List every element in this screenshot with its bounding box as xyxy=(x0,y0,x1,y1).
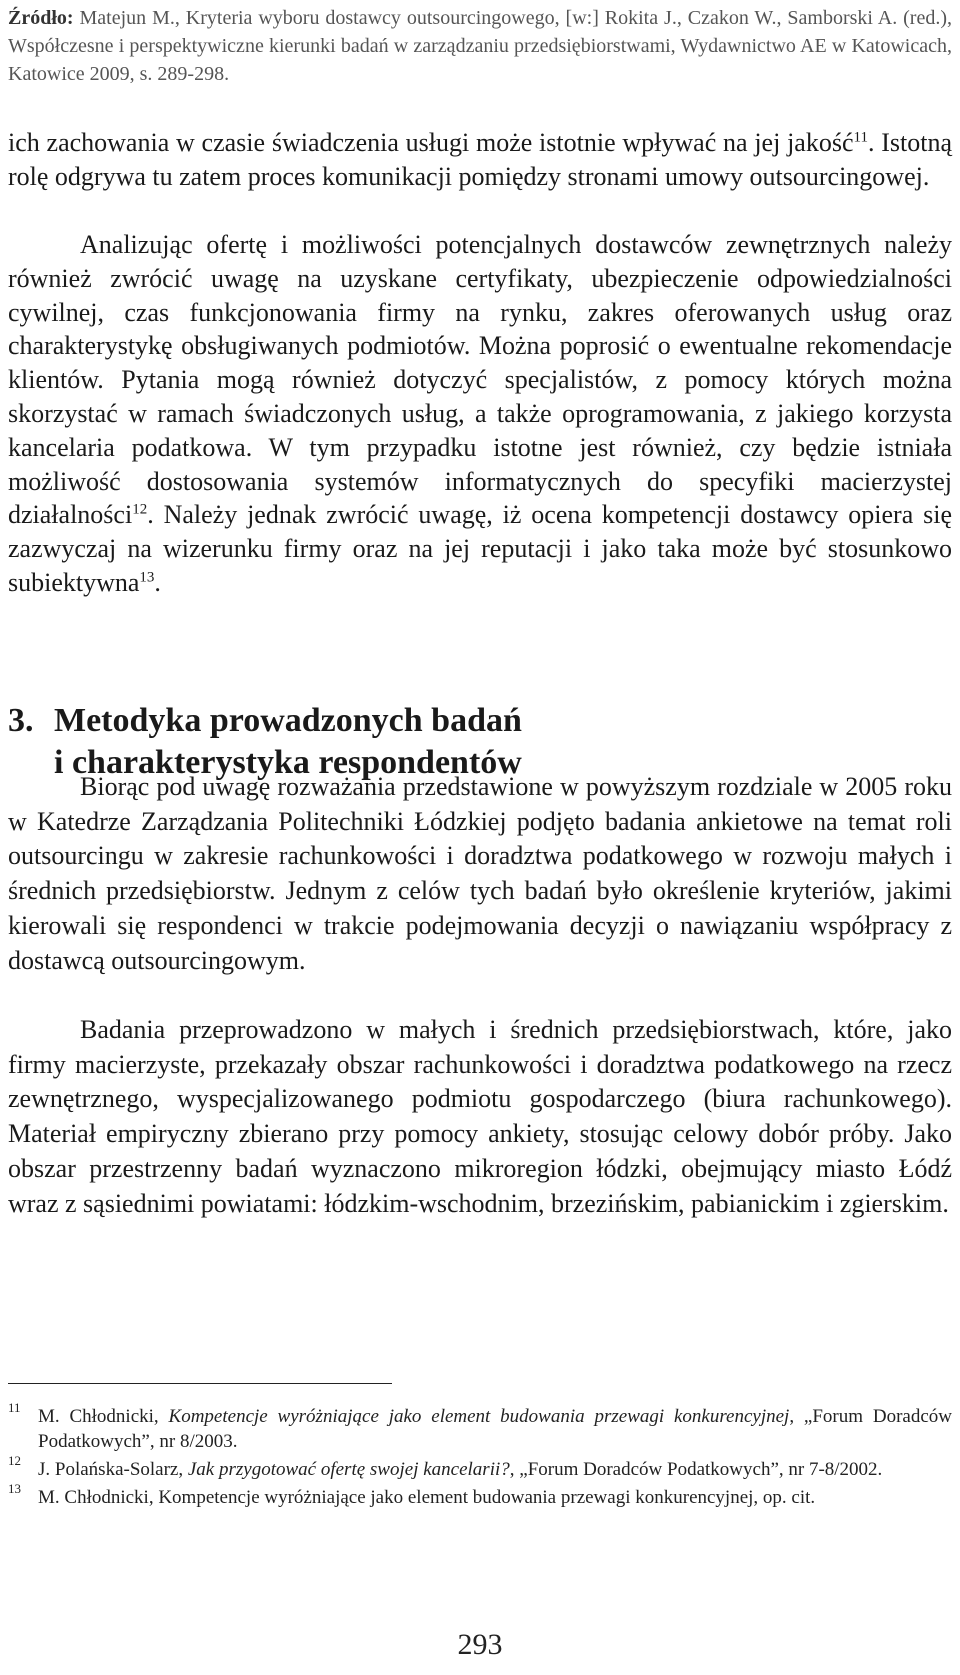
paragraph-2-text-a: Analizując ofertę i możliwości potencjalnych dostawców zewnętrznych należy również zwrócić uwagę na uzyskane certyfikaty, ubezpieczenie odpowiedzialności cywilnej, czas funkcjonowania firmy na rynku, zakres oferowanych usług oraz charakterystykę obsługiwanych podmiotów. Można poprosić o ewentualne rekomendacje klientów. Pytania mogą również dotyczyć specjalistów, z pomocy których można skorzystać w ramach świadczonych usług, a także oprogramowania, z jakiego korzysta kancelaria podatkowa. W tym przypadku istotne jest również, czy będzie istniała możliwość dostosowania systemów informatycznych do specyfiki macierzystej działalności xyxy=(8,230,952,530)
paragraph-2-text-c: . xyxy=(154,567,161,597)
section-title-line-2: i charakterystyka respondentów xyxy=(54,744,522,781)
footnotes xyxy=(8,1400,952,1513)
footnote-author: M. Chłodnicki, xyxy=(38,1406,159,1427)
paragraph-1-text-b: . Istotną rolę odgrywa tu zatem proces komunikacji pomiędzy stronami umowy outsourcingowej. xyxy=(8,128,953,191)
footnote-mark: 13 xyxy=(8,1481,21,1496)
paragraph-2-text-b: . Należy jednak zwrócić uwagę, iż ocena kompetencji dostawcy opiera się zazwyczaj na wizerunku firmy oraz na jej reputacji i jako taka może być stosunkowo subiektywna xyxy=(8,500,952,597)
paragraph-3: Biorąc pod uwagę rozważania przedstawione w powyższym rozdziale w 2005 roku w Katedrze Zarządzania Politechniki Łódzkiej podjęto badania ankietowe na temat roli outsourcingu w zakresie rachunkowości i doradztwa podatkowego w rozwoju małych i średnich przedsiębiorstw. Jednym z celów tych badań było określenie kryteriów, jakimi kierowali się respondenci w trakcie podejmowania decyzji o nawiązaniu współpracy z dostawcą outsourcingowym. xyxy=(8,772,952,975)
source-label: Źródło: xyxy=(8,7,74,29)
page-number: 293 xyxy=(457,1628,503,1661)
footnote-12 xyxy=(8,1453,952,1482)
section-number: 3. xyxy=(8,702,34,739)
footnote-title: Kompetencje wyróżniające jako element budowania przewagi konkurencyjnej xyxy=(168,1406,790,1427)
footnote-rest: M. Chłodnicki, Kompetencje wyróżniające jako element budowania przewagi konkurencyjnej, op. cit. xyxy=(38,1487,816,1508)
paragraph-1-text-a: ich zachowania w czasie świadczenia usługi może istotnie wpływać na jej jakość xyxy=(8,128,854,157)
paragraph-4: Badania przeprowadzono w małych i średnich przedsiębiorstwach, które, jako firmy macierzyste, przekazały obszar rachunkowości i doradztwa podatkowego na rzecz zewnętrznego, wyspecjalizowanego podmiotu gospodarczego (biura rachunkowego). Materiał empiryczny zbierano przy pomocy ankiety, stosując celowy dobór próby. Jako obszar przestrzenny badań wyznaczono mikroregion łódzki, obejmujący miasto Łódź wraz z sąsiednimi powiatami: łódzkim-wschodnim, brzezińskim, pabianickim i zgierskim. xyxy=(8,1015,952,1218)
section-title-line-1: Metodyka prowadzonych badań xyxy=(54,702,522,739)
footnote-separator xyxy=(8,1383,392,1384)
paragraph-2 xyxy=(8,228,952,600)
footnote-author: J. Polańska-Solarz, xyxy=(38,1459,184,1480)
paragraph-1 xyxy=(8,126,952,194)
footnote-ref-12[interactable]: 12 xyxy=(132,501,148,518)
footnote-rest: , „Forum Doradców Podatkowych”, nr 7-8/2002. xyxy=(509,1459,883,1480)
footnote-13 xyxy=(8,1481,952,1510)
footnote-mark: 11 xyxy=(8,1400,21,1415)
source-citation xyxy=(8,4,952,88)
footnote-ref-11[interactable]: 11 xyxy=(853,129,868,146)
source-text: Matejun M., Kryteria wyboru dostawcy outsourcingowego, [w:] Rokita J., Czakon W., Samborski A. (red.), Współczesne i perspektywiczne kierunki badań w zarządzaniu przedsiębiorstwami, Wydawnictwo AE w Katowicach, Katowice 2009, s. 289-298. xyxy=(8,7,953,85)
footnote-mark: 12 xyxy=(8,1453,21,1468)
footnote-ref-13[interactable]: 13 xyxy=(139,569,155,586)
footnote-title: Jak przygotować ofertę swojej kancelarii? xyxy=(187,1459,510,1480)
footnote-rest: , „Forum Doradców Podatkowych”, nr 8/2003. xyxy=(38,1406,952,1452)
footnote-11 xyxy=(8,1400,952,1454)
